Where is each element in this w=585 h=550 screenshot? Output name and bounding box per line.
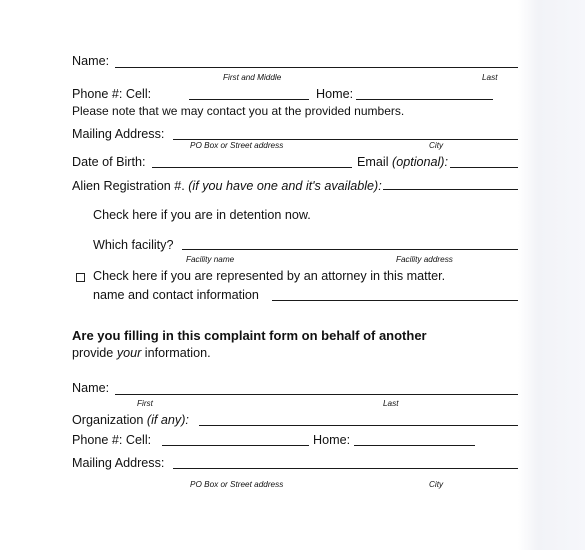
organization-label (72, 413, 189, 428)
behalf-cell-phone-input-line[interactable] (162, 445, 309, 446)
facility-address-hint: Facility address (396, 255, 453, 264)
attorney-checkbox-label: Check here if you are represented by an attorney in this matter. (93, 269, 446, 283)
detention-checkbox-label: Check here if you are in detention now. (93, 208, 311, 222)
attorney-contact-label: name and contact information (93, 288, 259, 302)
alien-optional-text: (if you have one and it's available): (188, 179, 382, 193)
which-facility-label: Which facility? (93, 238, 174, 252)
city-hint: City (429, 141, 444, 150)
mailing-address-label: Mailing Address: (72, 127, 165, 141)
mailing-address-input-line[interactable] (173, 139, 518, 140)
home-phone-label: Home: (316, 87, 354, 101)
email-label (357, 155, 448, 170)
page-edge-shading (518, 0, 585, 550)
organization-input-line[interactable] (199, 425, 518, 426)
provide-prefix: provide (72, 346, 117, 360)
behalf-name-label: Name: (72, 381, 110, 395)
org-label-text: Organization (72, 413, 144, 427)
contact-note: Please note that we may contact you at the provided numbers. (72, 104, 405, 118)
name-label: Name: (72, 54, 110, 68)
last-hint: Last (482, 73, 498, 82)
cell-phone-input-line[interactable] (189, 99, 309, 100)
alien-label-text: Alien Registration #. (72, 179, 185, 193)
email-input-line[interactable] (450, 167, 518, 168)
behalf-name-input-line[interactable] (115, 394, 518, 395)
dob-input-line[interactable] (152, 167, 352, 168)
email-label-text: Email (357, 155, 389, 169)
name-input-line[interactable] (115, 67, 518, 68)
behalf-home-phone-input-line[interactable] (354, 445, 475, 446)
home-phone-input-line[interactable] (356, 99, 493, 100)
org-optional-text: (if any): (146, 413, 189, 427)
facility-name-hint: Facility name (186, 255, 235, 264)
behalf-mailing-address-input-line[interactable] (173, 468, 518, 469)
po-box-hint: PO Box or Street address (190, 141, 284, 150)
behalf-home-phone-label: Home: (313, 433, 351, 447)
email-optional-text: (optional): (392, 155, 449, 169)
provide-your: your (116, 346, 142, 360)
facility-input-line[interactable] (182, 249, 518, 250)
dob-label: Date of Birth: (72, 155, 146, 169)
behalf-last-hint: Last (383, 399, 399, 408)
behalf-first-hint: First (137, 399, 153, 408)
phone-cell-label: Phone #: Cell: (72, 87, 152, 101)
provide-info-line (72, 346, 211, 361)
attorney-checkbox[interactable] (76, 273, 85, 282)
behalf-phone-cell-label: Phone #: Cell: (72, 433, 152, 447)
behalf-city-hint: City (429, 480, 444, 489)
provide-suffix: information. (141, 346, 211, 360)
behalf-mailing-address-label: Mailing Address: (72, 456, 165, 470)
attorney-contact-input-line[interactable] (272, 300, 518, 301)
alien-registration-label (72, 179, 382, 194)
alien-registration-input-line[interactable] (383, 189, 518, 190)
behalf-po-box-hint: PO Box or Street address (190, 480, 284, 489)
first-middle-hint: First and Middle (223, 73, 282, 82)
behalf-heading: Are you filling in this complaint form on behalf of another (72, 328, 427, 343)
